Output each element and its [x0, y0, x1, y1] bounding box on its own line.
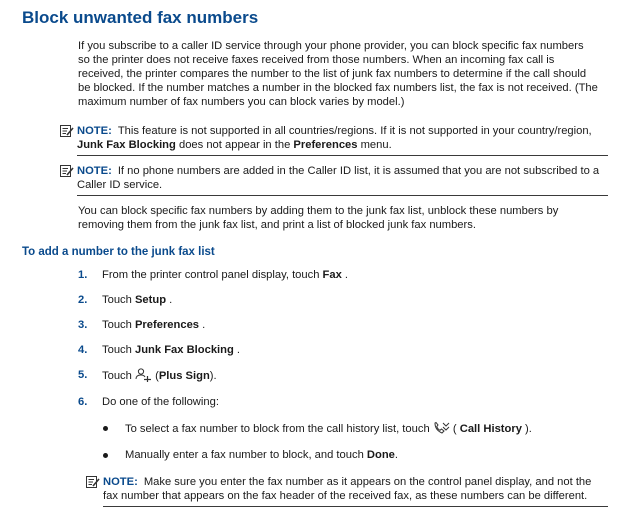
- step-text: Touch: [102, 294, 135, 306]
- note-fax-number: [86, 475, 608, 507]
- note-icon: [60, 165, 74, 177]
- note-bold-term: Preferences: [293, 139, 358, 151]
- step-number: 4.: [78, 344, 88, 356]
- step-number: 3.: [78, 319, 88, 331]
- step-number: 5.: [78, 369, 88, 381]
- procedure-heading: To add a number to the junk fax list: [22, 246, 215, 258]
- junk-list-paragraph: You can block specific fax numbers by adding them to the junk fax list, unblock these numbers by removing them from the junk fax list, and print a list of blocked junk fax numbers.: [78, 205, 559, 231]
- step-text: .: [233, 344, 241, 356]
- step-number: 2.: [78, 294, 88, 306]
- step-number: 1.: [78, 269, 88, 281]
- ui-term: Preferences: [134, 319, 200, 331]
- note-icon: [60, 125, 74, 137]
- note-text: Make sure you enter the fax number as it appears on the control panel display, and not the fax number that appears on the fax header of the received fax, as these numbers can be different.: [103, 476, 592, 502]
- plus-sign-icon: [135, 368, 152, 382]
- note-text: This feature is not supported in all countries/regions. If it is not supported in your country/region,: [117, 125, 592, 137]
- step-text: .: [341, 269, 349, 281]
- note-label: NOTE:: [103, 476, 138, 488]
- note-text: If no phone numbers are added in the Caller ID list, it is assumed that you are not subscribed to a Caller ID service.: [77, 165, 600, 191]
- note-text: does not appear in the: [175, 139, 294, 151]
- call-history-icon: [433, 421, 450, 435]
- step-text: ).: [209, 370, 217, 382]
- step-text: .: [199, 319, 206, 331]
- page-title: Block unwanted fax numbers: [22, 8, 259, 27]
- ui-term: Done: [366, 449, 395, 461]
- bullet-dot: [103, 426, 108, 431]
- bullet-text: (: [449, 423, 460, 435]
- step-text: Do one of the following:: [102, 396, 219, 408]
- step-text: .: [166, 294, 173, 306]
- bullet-text: .: [394, 449, 398, 461]
- note-icon: [86, 476, 100, 488]
- step-text: Touch: [102, 370, 135, 382]
- ui-term: Setup: [134, 294, 167, 306]
- bullet-text: To select a fax number to block from the call history list, touch: [125, 423, 433, 435]
- ui-term: Call History: [459, 423, 522, 435]
- intro-paragraph: If you subscribe to a caller ID service through your phone provider, you can block specific fax numbers so the printer does not receive faxes received from those numbers. When an incoming fax call is received, the printer compares the number to the list of junk fax numbers to determine if the call should be blocked. If the number matches a number in the blocked fax numbers list, the fax is not received. (The maximum number of fax numbers you can block varies by model.): [78, 40, 598, 108]
- note-text: menu.: [357, 139, 392, 151]
- note-caller-id: [60, 164, 608, 196]
- bullet-text: ).: [521, 423, 532, 435]
- ui-term: Plus Sign: [158, 370, 210, 382]
- bullet-text: Manually enter a fax number to block, and touch: [125, 449, 367, 461]
- step-text: From the printer control panel display, touch: [102, 269, 323, 281]
- note-label: NOTE:: [77, 125, 112, 137]
- step-text: Touch: [102, 319, 135, 331]
- note-bold-term: Junk Fax Blocking: [77, 139, 176, 151]
- note-not-supported: [60, 124, 608, 156]
- step-number: 6.: [78, 396, 88, 408]
- step-text: (: [151, 370, 159, 382]
- ui-term: Fax: [322, 269, 342, 281]
- step-text: Touch: [102, 344, 135, 356]
- ui-term: Junk Fax Blocking: [134, 344, 234, 356]
- bullet-dot: [103, 453, 108, 458]
- note-label: NOTE:: [77, 165, 112, 177]
